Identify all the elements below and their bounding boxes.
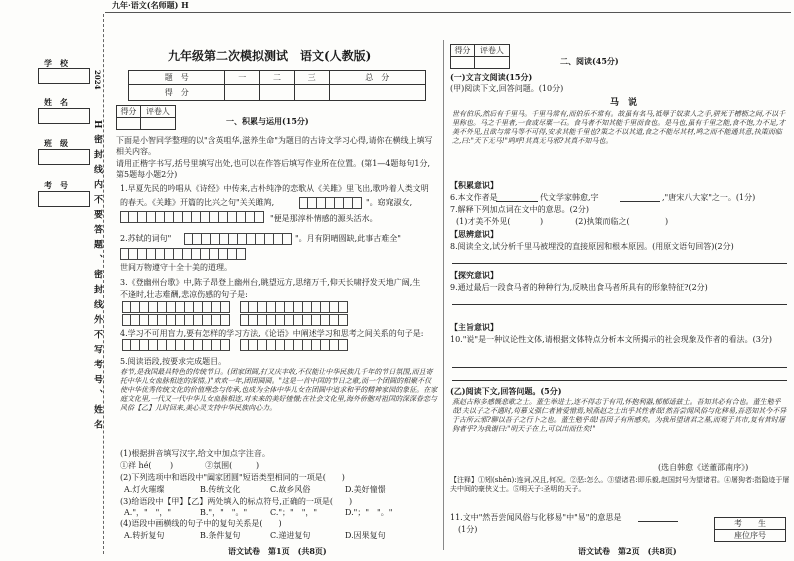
q6-text-b: 代文学家韩愈,字 [540,193,599,202]
school-label: 学 校 [44,58,68,68]
q5-1-text: (1)根据拼音填写汉字,给文中加点字注音。 [120,449,270,458]
q1-text-d: "便是那淳朴情感的源头活水。 [270,214,378,223]
exam-no-box[interactable] [38,191,90,207]
scorer-cell[interactable] [474,57,509,69]
q1-answer-grid-1[interactable] [299,197,362,209]
q1-answer-grid-2[interactable] [120,211,264,223]
q6-text-c: ,"唐宋八大家"之一。(1分) [662,193,756,202]
q6-text: 6.本文作者是 [450,193,498,202]
q1-text: 1.早夏先民的吟唱从《诗经》中传来,古朴纯净的恋歌从《关雎》里飞出,歌吟着人类文明 [120,184,429,193]
q11-text: 11.文中"然吾尝闻风俗与化移易"中"易"的意思是 [450,513,622,522]
k3-label: 【探究意识】 [450,270,498,280]
k4-label: 【主旨意识】 [450,322,498,332]
exam-title: 九年级第二次模拟测试 语文(人教版) [168,49,372,63]
q5-3-text: (3)给语段中【甲】【乙】两处填入的标点符号,正确的一项是( ) [120,497,353,506]
q2-text-b: "。月有阴晴圆缺,此事古难全" [295,234,401,243]
binding-margin [0,40,100,540]
q5-2-option[interactable]: B.传统文化 [200,485,241,494]
score-cell[interactable] [260,85,295,101]
q7-a: (1)才美不外见( [456,217,511,226]
class-label: 班 级 [44,138,68,148]
q4-answer-grid-2[interactable] [240,339,348,351]
exam-no-label: 考 号 [44,180,68,190]
q5-4-option[interactable]: C.递进复句 [270,531,311,540]
page-divider [443,40,444,550]
q5-2-option[interactable]: A.灯火璀璨 [124,485,165,494]
scorer-label: 得分 [117,106,141,118]
q5-2-option[interactable]: C.故乡风俗 [270,485,311,494]
passage-ma-shuo: 世有伯乐,然后有千里马。千里马常有,而伯乐不常有。故虽有名马,祗辱于奴隶人之手,骈死于槽枥之间,不以千里称也。马之千里者,一食或尽粟一石。食马者不知其能千里而食也。是马也,虽有千里之能,食不饱,力不足,才美不外见,且欲与常马等不可得,安求其能千里也?策之不以其道,食之不能尽其材,鸣之而不能通其意,执策而临之,曰:"天下无马!"呜呼!其真无马邪?其真不知马也。 [452,110,786,145]
sub1a-heading: (甲)阅读下文,回答问题。(10分) [450,84,564,93]
header-divider [105,12,791,13]
q3-answer-grid-4[interactable] [240,314,348,326]
year-mark: 2024 [93,70,102,90]
passage-title: 马 说 [610,98,638,108]
q2-text-c: 世间万物遵守十全十美的道理。 [120,263,232,272]
sub1-heading: (一)文言文阅读(15分) [450,72,533,82]
q5-1-c: ) [256,461,260,470]
score-header: 一 [225,71,260,85]
score-cell[interactable] [294,85,329,101]
score-header: 题 号 [129,71,225,85]
q4-answer-grid-1[interactable] [122,339,230,351]
scorer-cell[interactable] [451,57,475,69]
class-box[interactable] [38,149,90,165]
scorer-cell[interactable] [140,118,175,130]
q10-text: 10."说"是一种议论性文体,请根据文体特点分析本文所揭示的社会现象及作者的看法。(3分) [450,335,772,344]
q4-text: 4.学习不可用盲力,要有怎样的学习方法,《论语》中阐述学习和思考之间关系的句子是: [120,329,424,338]
q3-answer-grid-3[interactable] [122,314,230,326]
q9-answer-line[interactable] [452,304,787,305]
q5-3-option[interactable]: D."；" "。" [345,508,393,517]
q2-text: 2.苏轼的词句" [120,234,172,243]
page-footer-1: 语文试卷 第1页 (共8页) [228,546,327,556]
q5-2-text: (2)下列选项中和语段中"阖家团圆"短语类型相同的一项是( ) [120,473,345,482]
q7-b: ) (2)执策而临之( [540,217,630,226]
q11-score: (1分) [458,525,478,534]
seal-line [103,14,104,554]
q5-passage: 春节,是我国最具特色的传统节日。(团家团圆,打又庆丰收,不仅能让中华民族几千年的节日氛围,而且寄托中华儿女血脉相连的深情。)"欢欢一年,团团圆圆。"这是一首中国的节日之歌,而一个团圆的相聚不仅使中华优秀传统文化的价值理念与传承,也成为全体中华儿女在团圆中追求和平的精神家园的象征。在家庭文化里,一代又一代中华儿女血脉相连,对未来的美好憧憬;在社会文化里,海外侨胞对祖国的深深眷恋与风俗【乙】儿时回来,美心灵支持中华民族向心力。 [120,368,438,412]
scorer-table-1 [116,105,176,130]
section1-heading: 一、积累与运用(15分) [226,116,309,126]
q9-text: 9.通过最后一段食马者的种种行为,反映出食马者所具有的形象特征?(2分) [450,283,708,292]
k2-label: 【思辨意识】 [450,229,498,239]
k1-label: 【积累意识】 [450,180,498,190]
passage-song-dong: 燕赵古称多感慨悲歌之士。董生举进士,连不得志于有司,怀抱利器,郁郁适兹土。吾知其必有合也。董生勉乎哉!夫以子之不遇时,苟慕义强仁者皆爱惜焉,矧燕赵之士出乎其性者哉!然吾尝闻风俗与化移易,吾恶知其今不异于古所云邪?聊以吾子之行卜之也。董生勉乎哉!吾因子有所感矣。为我吊望诸君之墓,而观于其市,复有昔时屠狗者乎?为我谢曰:"明天子在上,可以出而仕矣!" [452,398,787,433]
q7-c: ) [665,217,669,226]
scorer-label: 得分 [451,45,475,57]
section2-heading: 二、阅读(45分) [560,56,619,66]
school-box[interactable] [38,68,90,84]
q10-answer-line-2[interactable] [452,380,787,381]
q7-text: 7.解释下列加点词在文中的意思。(2分) [450,205,589,214]
q5-4-option[interactable]: A.转折复句 [124,531,165,540]
q3-text: 3.《登幽州台歌》中,陈子昂登上幽州台,眺望远方,思绪万千,仰天长啸抒发天地广阔,生 [120,278,421,287]
q5-2-option[interactable]: D.美好憧憬 [345,485,386,494]
q5-3-option[interactable]: C."；" "，" [270,508,318,517]
scorer-cell[interactable] [117,118,141,130]
q5-1-b: ) ②氛围( [170,461,233,470]
name-box[interactable] [38,108,90,124]
q10-answer-line-1[interactable] [452,367,787,368]
q2-answer-grid-2[interactable] [120,248,246,260]
score-table [128,70,426,101]
score-cell[interactable] [329,85,425,101]
q5-3-option[interactable]: A."，" "，" [124,508,172,517]
q1-text-c: "。窈窕淑女, [366,198,413,207]
q1-text-b: 的春天。《关雎》开篇的比兴之句"关关雎鸠, [120,198,275,207]
q8-text: 8.阅读全文,试分析千里马被埋没的直接原因和根本原因。(用原文语句回答)(2分) [450,242,734,251]
score-row-label: 得 分 [129,85,225,101]
q3-answer-grid-2[interactable] [240,301,348,313]
scorer-label: 评卷人 [140,106,175,118]
seat-label: 座位序号 [715,530,786,542]
score-header: 三 [294,71,329,85]
q3-answer-grid-1[interactable] [122,301,230,313]
q5-4-option[interactable]: D.因果复句 [345,531,386,540]
q2-answer-grid[interactable] [184,233,292,245]
seat-label: 考 生 [715,518,786,530]
score-cell[interactable] [225,85,260,101]
q5-3-option[interactable]: B."，" "。" [200,508,248,517]
section1-instruction: 请用正楷字书写,括号里填写出处,也可以在作答后填写作业所在位置。(第1—4题每句1分,第5题每小题2分) [116,159,431,179]
scorer-table-2 [450,44,510,69]
name-label: 姓 名 [44,97,68,107]
score-header: 二 [260,71,295,85]
seat-number-box [714,517,786,542]
q5-4-option[interactable]: B.条件复句 [200,531,241,540]
paper-header: 九年·语文(名师题) H [112,0,189,10]
q5-4-text: (4)语段中画横线的句子中的复句关系是( ) [120,519,282,528]
q3-text-b: 不逢时,壮志难酬,悲凉伤感的句子是: [120,290,248,299]
q8-answer-line[interactable] [452,263,787,264]
sub2-heading: (乙)阅读下文,回答问题。(5分) [450,386,562,396]
passage-source: (选自韩愈《送董邵南序》) [658,463,749,472]
annotation-note: 【注释】①矧(shěn):连词,况且,何况。②恶:怎么。③望诸君:即乐毅,赵国封号为望诸君。④屠狗者:指隐迹于屠夫中间的豪侠义士。⑤明天子:圣明的天子。 [450,476,790,493]
q5-text: 5.阅读语段,按要求完成题目。 [120,357,227,366]
q6-blank-2[interactable] [620,201,660,202]
q6-blank-1[interactable] [496,201,538,202]
seal-line-text: H密封线内不要答题、密封线外不写考号、姓名 [92,120,102,435]
scorer-label: 评卷人 [474,45,509,57]
section1-intro: 下面是小智同学整理的以"含英咀华,滋养生命"为题目的古诗文学习心得,请你在横线上填写相关内容。 [116,136,433,156]
q5-1-a: ①祥 hé( [120,461,152,470]
page-footer-2: 语文试卷 第2页 (共8页) [578,546,677,556]
score-header: 总 分 [329,71,425,85]
q11-blank[interactable] [638,521,678,522]
